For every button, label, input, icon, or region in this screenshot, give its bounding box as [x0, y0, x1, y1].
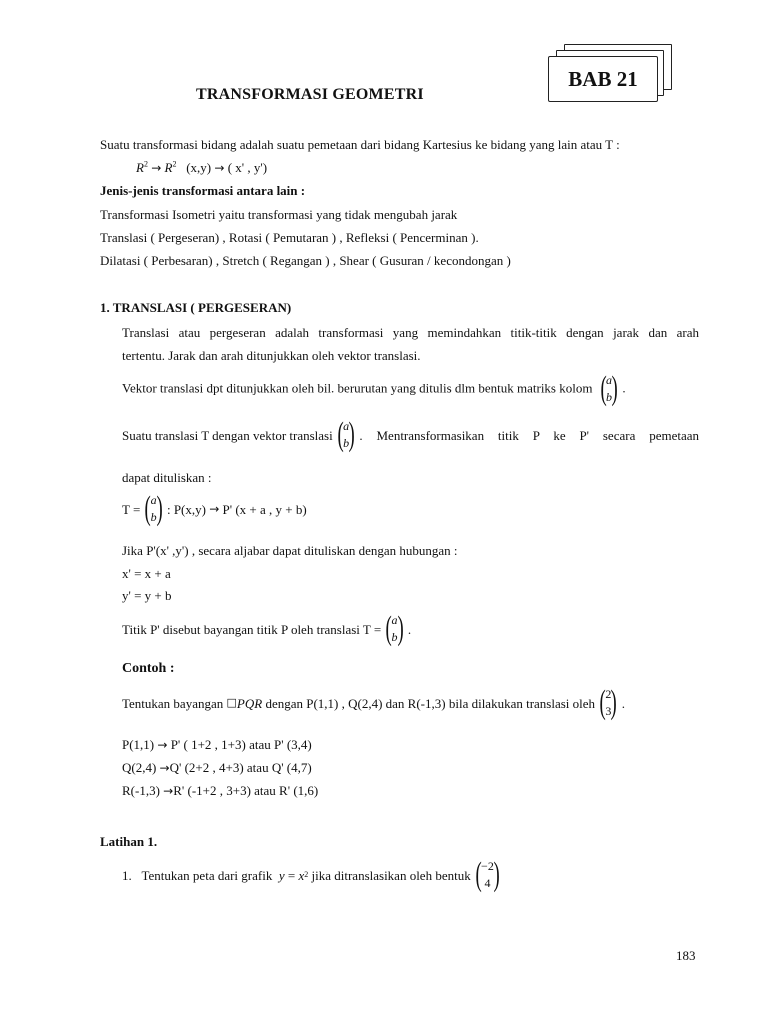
- contoh-heading: Contoh :: [122, 661, 175, 676]
- contoh-period: .: [621, 695, 625, 711]
- sol-p-result: P' ( 1+2 , 1+3) atau P' (3,4): [170, 737, 312, 752]
- sol-q-arrow: →: [159, 761, 170, 775]
- pqr-label: PQR: [236, 695, 263, 711]
- vector-bottom: b: [150, 510, 157, 525]
- types-line-2: Translasi ( Pergeseran) , Rotasi ( Pemutaran ) , Refleksi ( Pencerminan ).: [100, 230, 479, 245]
- sol-q-point: Q(2,4): [122, 760, 157, 775]
- latihan-item-1-text-a: Tentukan peta dari grafik: [141, 867, 273, 883]
- equation-y: y' = y + b: [122, 588, 172, 603]
- section-1-heading: 1. TRANSLASI ( PERGESERAN): [100, 300, 292, 315]
- titik-text: Titik P' disebut bayangan titik P oleh translasi T =: [122, 621, 382, 637]
- vector-bottom: 3: [605, 704, 612, 719]
- sol-r-result: R' (-1+2 , 3+3) atau R' (1,6): [173, 783, 319, 798]
- contoh-text-a: Tentukan bayangan: [122, 695, 224, 711]
- types-heading: Jenis-jenis transformasi antara lain :: [100, 183, 306, 198]
- map-codomain: R: [164, 160, 173, 175]
- column-vector-23: [597, 686, 620, 721]
- translasi-text-a: Suatu translasi T dengan vektor translasi: [122, 427, 333, 443]
- vector-right-paren: ): [611, 370, 618, 408]
- mapping-notation: [136, 159, 267, 177]
- latihan-item-1: 1. Tentukan peta dari grafik y = x 2 jika ditranslasikan oleh bentuk ( −2 4 ): [122, 858, 504, 893]
- column-vector-neg2-4: [473, 858, 502, 893]
- titik-statement: [122, 612, 411, 647]
- map-point: (x,y): [186, 160, 212, 175]
- sol-r-arrow: →: [163, 784, 174, 798]
- vector-top: −2: [481, 859, 494, 873]
- solution-q: [122, 759, 312, 777]
- vector-bottom: 4: [484, 876, 491, 891]
- t-suffix: : P(x,y): [166, 501, 206, 517]
- vector-right-paren: ): [348, 416, 355, 454]
- types-line-3: Dilatasi ( Perbesaran) , Stretch ( Regangan ) , Shear ( Gusuran / kecondongan ): [100, 253, 511, 268]
- vector-left-paren: (: [475, 856, 482, 894]
- map-domain: R: [136, 160, 144, 175]
- section-1-para-line-2: tertentu. Jarak dan arah ditunjukkan oleh vektor translasi.: [122, 348, 421, 363]
- t-arrow: →: [209, 502, 220, 517]
- section-1-para-line-1: Translasi atau pergeseran adalah transformasi yang memindahkan titik-titik dengan jarak dan arah: [122, 325, 699, 340]
- sol-r-point: R(-1,3): [122, 783, 160, 798]
- titik-period: .: [407, 621, 412, 637]
- map-image: ( x' , y'): [227, 160, 268, 175]
- vector-right-paren: ): [610, 684, 618, 722]
- sol-p-point: P(1,1): [122, 737, 155, 752]
- chapter-label: BAB 21: [548, 56, 658, 102]
- map-codomain-exp: 2: [172, 159, 177, 169]
- jika-line: Jika P'(x' ,y') , secara aljabar dapat dituliskan dengan hubungan :: [122, 543, 458, 558]
- t-image: P' (x + a , y + b): [222, 501, 307, 517]
- latihan-item-1-number: 1.: [122, 867, 132, 883]
- intro-definition: Suatu transformasi bidang adalah suatu pemetaan dari bidang Kartesius ke bidang yang lain atau T :: [100, 137, 620, 152]
- chapter-badge: [548, 42, 672, 112]
- t-prefix: T =: [122, 501, 141, 517]
- latihan-item-1-text-b: jika ditranslasikan oleh bentuk: [311, 867, 471, 883]
- column-vector-ab: [598, 372, 621, 407]
- column-vector-ab-4: [383, 612, 406, 647]
- page-title: TRANSFORMASI GEOMETRI: [196, 86, 424, 103]
- column-vector-ab-2: [335, 418, 358, 453]
- translasi-formula: [122, 492, 307, 527]
- triangle-symbol: □: [226, 695, 237, 709]
- eq-equals: =: [284, 867, 299, 883]
- translasi-statement: [122, 418, 699, 453]
- vector-right-paren: ): [397, 610, 404, 648]
- types-line-1: Transformasi Isometri yaitu transformasi yang tidak mengubah jarak: [100, 207, 458, 222]
- vector-top: a: [606, 373, 613, 387]
- map-arrow: →: [151, 161, 162, 175]
- page-number: 183: [676, 948, 696, 963]
- map-arrow-2: →: [214, 161, 225, 175]
- vector-top: a: [150, 493, 157, 507]
- vector-bottom: b: [343, 436, 350, 451]
- eq-x: x: [298, 867, 305, 883]
- vector-top: 2: [605, 687, 612, 701]
- vector-top: a: [343, 419, 350, 433]
- vector-cells: [481, 858, 494, 893]
- vector-bottom: b: [391, 630, 398, 645]
- sol-p-arrow: →: [157, 738, 168, 752]
- vector-left-paren: (: [385, 610, 392, 648]
- map-domain-exp: 2: [143, 159, 148, 169]
- solution-p: [122, 736, 312, 754]
- solution-r: [122, 782, 318, 800]
- vector-left-paren: (: [600, 370, 607, 408]
- vector-left-paren: (: [337, 416, 344, 454]
- contoh-problem: [122, 686, 625, 721]
- vector-definition: [122, 372, 626, 407]
- translasi-line-2: dapat dituliskan :: [122, 470, 212, 485]
- vector-left-paren: (: [599, 684, 606, 722]
- vector-right-paren: ): [156, 490, 163, 528]
- vector-definition-text: Vektor translasi dpt ditunjukkan oleh bil. berurutan yang ditulis dlm bentuk matriks kolom: [122, 380, 593, 396]
- column-vector-ab-3: [142, 492, 165, 527]
- equation-x: x' = x + a: [122, 566, 171, 581]
- sol-q-result: Q' (2+2 , 4+3) atau Q' (4,7): [169, 760, 312, 775]
- vector-period: .: [622, 380, 626, 396]
- translasi-text-b: . Mentransformasikan titik P ke P' secara pemetaan: [359, 427, 699, 443]
- vector-top: a: [391, 613, 398, 627]
- contoh-text-b: dengan P(1,1) , Q(2,4) dan R(-1,3) bila dilakukan translasi oleh: [265, 695, 596, 711]
- vector-bottom: b: [606, 390, 613, 405]
- latihan-heading: Latihan 1.: [100, 834, 158, 849]
- vector-right-paren: ): [493, 856, 500, 894]
- eq-y: y: [278, 867, 285, 883]
- vector-left-paren: (: [144, 490, 152, 528]
